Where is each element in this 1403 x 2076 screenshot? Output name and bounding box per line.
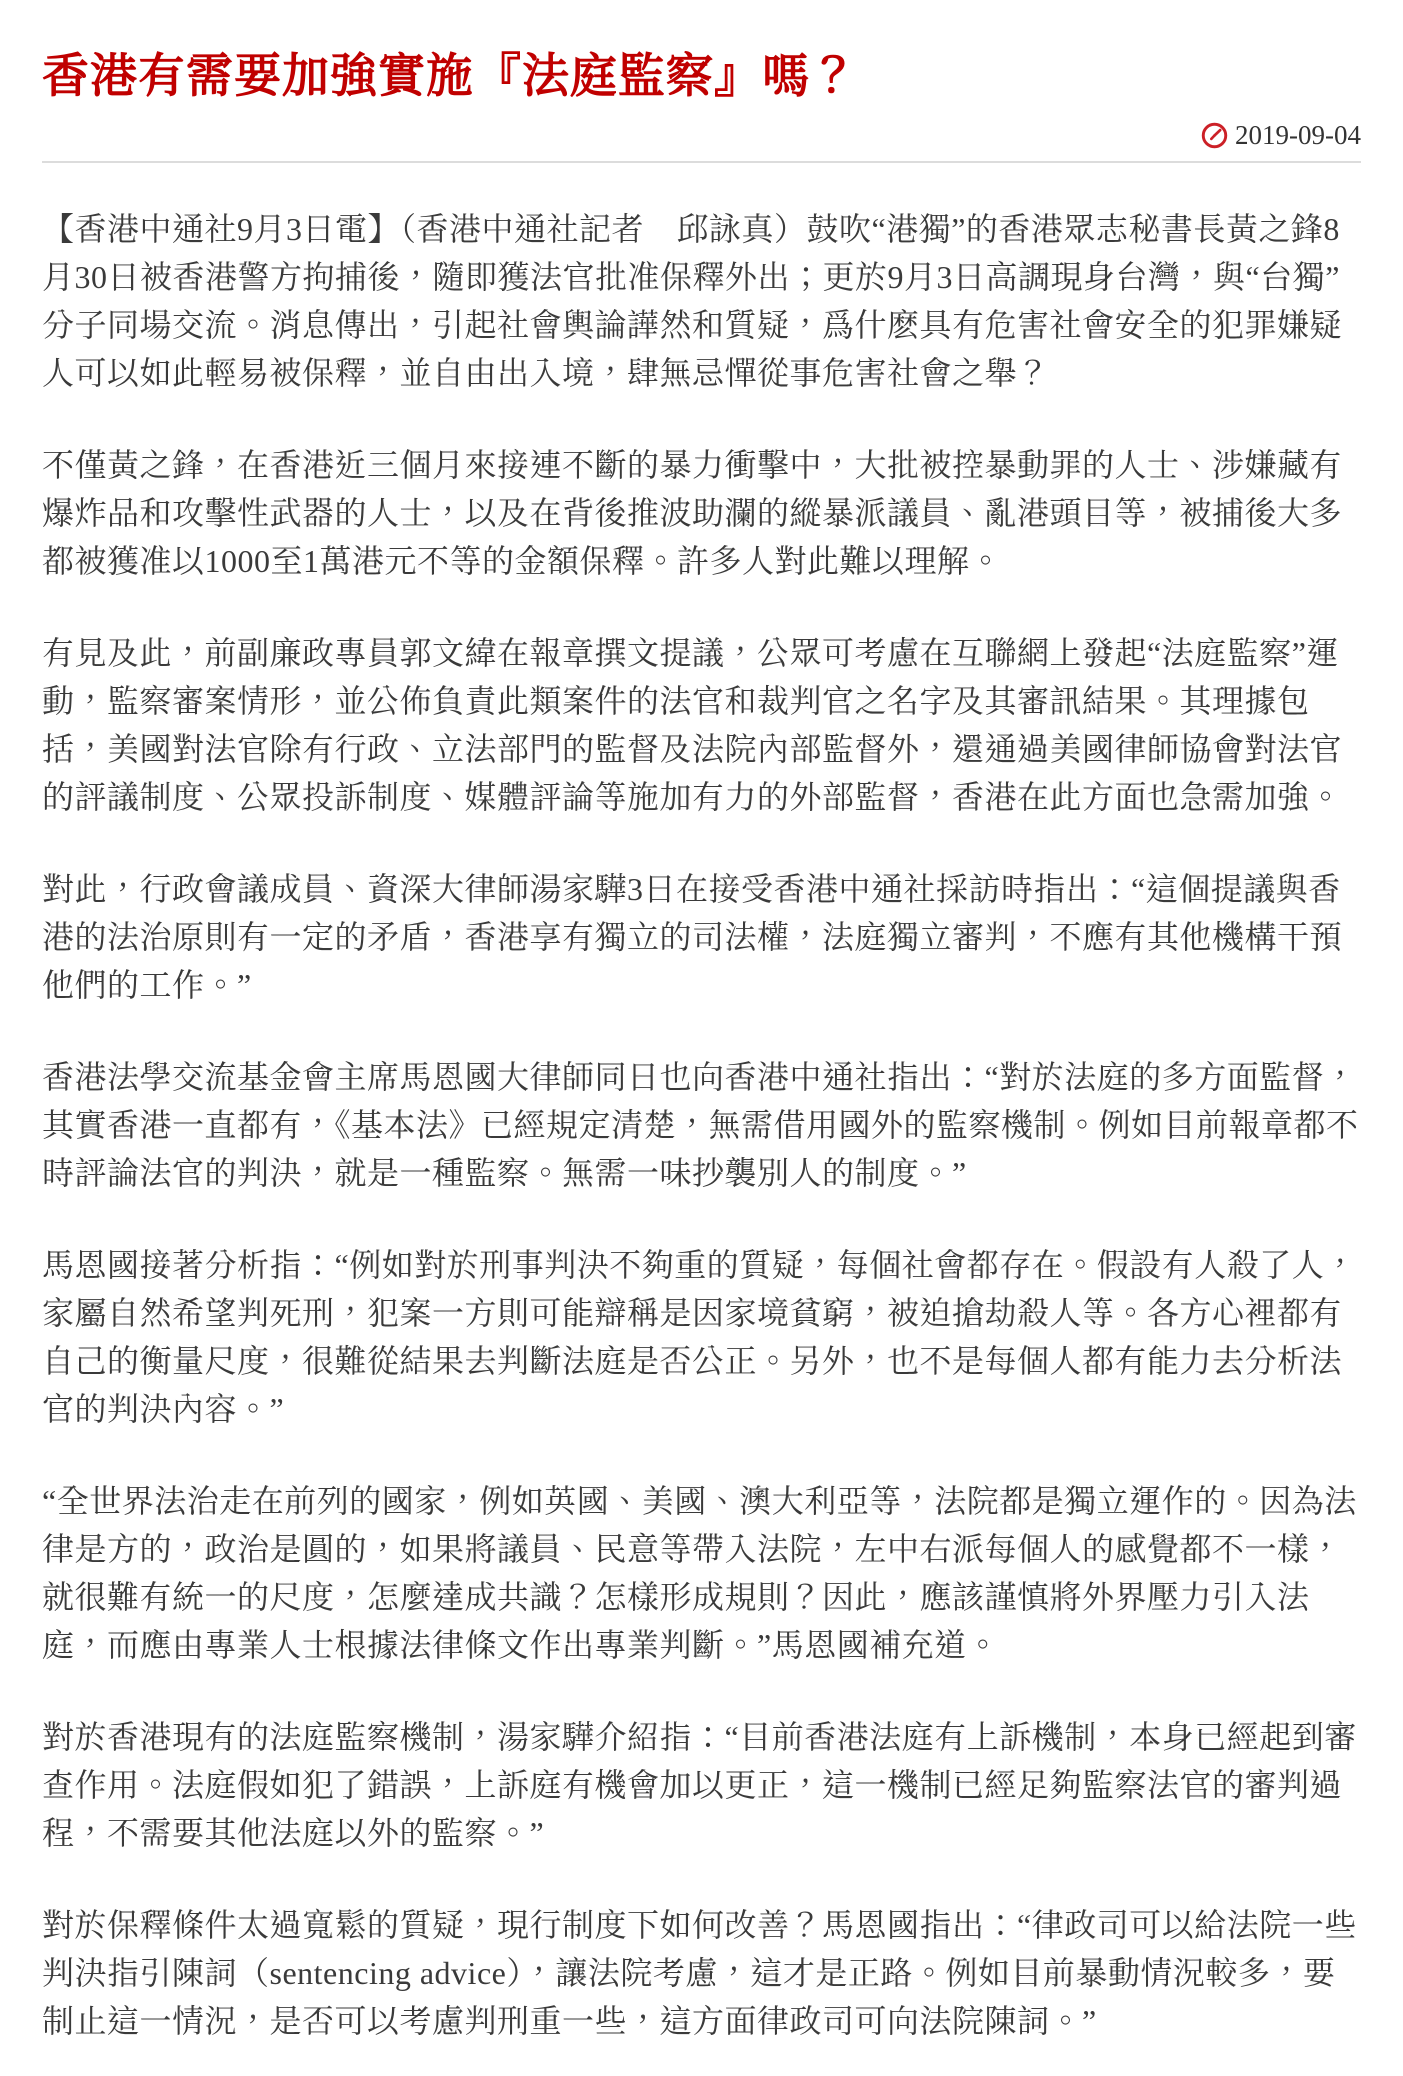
article-paragraph-8: 對於香港現有的法庭監察機制，湯家驊介紹指：“目前香港法庭有上訴機制，本身已經起到審查作用。法庭假如犯了錯誤，上訴庭有機會加以更正，這一機制已經足夠監察法官的審判過程，不需要其他法庭以外的監察。” [42,1718,1357,1851]
divider [42,161,1361,163]
article-paragraph-9: 對於保釋條件太過寬鬆的質疑，現行制度下如何改善？馬恩國指出：“律政司可以給法院一些判決指引陳詞（sentencing advice），讓法院考慮，這才是正路。例如目前暴動情況較多，要制止這一情況，是否可以考慮判刑重一些，這方面律政司可向法院陳詞。” [42,1906,1357,2039]
article-paragraph-1: 【香港中通社9月3日電】（香港中通社記者 邱詠真）鼓吹“港獨”的香港眾志秘書長黃之鋒8月30日被香港警方拘捕後，隨即獲法官批准保釋外出；更於9月3日高調現身台灣，與“台獨”分子同場交流。消息傳出，引起社會輿論譁然和質疑，爲什麽具有危害社會安全的犯罪嫌疑人可以如此輕易被保釋，並自由出入境，肆無忌憚從事危害社會之舉？ [42,210,1343,391]
article-paragraph-4: 對此，行政會議成員、資深大律師湯家驊3日在接受香港中通社採訪時指出：“這個提議與香港的法治原則有一定的矛盾，香港享有獨立的司法權，法庭獨立審判，不應有其他機構干預他們的工作。” [42,870,1343,1003]
article-paragraph-3: 有見及此，前副廉政專員郭文緯在報章撰文提議，公眾可考慮在互聯網上發起“法庭監察”運動，監察審案情形，並公佈負責此類案件的法官和裁判官之名字及其審訊結果。其理據包括，美國對法官除有行政、立法部門的監督及法院內部監督外，還通過美國律師協會對法官的評議制度、公眾投訴制度、媒體評論等施加有力的外部監督，香港在此方面也急需加強。 [42,634,1343,815]
article-paragraph-6: 馬恩國接著分析指：“例如對於刑事判決不夠重的質疑，每個社會都存在。假設有人殺了人，家屬自然希望判死刑，犯案一方則可能辯稱是因家境貧窮，被迫搶劫殺人等。各方心裡都有自己的衡量尺度，很難從結果去判斷法庭是否公正。另外，也不是每個人都有能力去分析法官的判決內容。” [42,1246,1357,1427]
article-paragraph-7: “全世界法治走在前列的國家，例如英國、美國、澳大利亞等，法院都是獨立運作的。因為法律是方的，政治是圓的，如果將議員、民意等帶入法院，左中右派每個人的感覺都不一樣，就很難有統一的尺度，怎麼達成共識？怎樣形成規則？因此，應該謹慎將外界壓力引入法庭，而應由專業人士根據法律條文作出專業判斷。”馬恩國補充道。 [42,1482,1357,1663]
article-date: 2019-09-04 [1235,119,1361,150]
article-body [42,205,1361,2045]
clock-icon [1201,122,1228,149]
date-row [42,120,1361,151]
article-title: 香港有需要加強實施『法庭監察』嗎？ [42,51,858,103]
article-paragraph-2: 不僅黃之鋒，在香港近三個月來接連不斷的暴力衝擊中，大批被控暴動罪的人士、涉嫌藏有爆炸品和攻擊性武器的人士，以及在背後推波助瀾的縱暴派議員、亂港頭目等，被捕後大多都被獲准以1000至1萬港元不等的金額保釋。許多人對此難以理解。 [42,446,1343,579]
article-paragraph-5: 香港法學交流基金會主席馬恩國大律師同日也向香港中通社指出：“對於法庭的多方面監督，其實香港一直都有，《基本法》已經規定清楚，無需借用國外的監察機制。例如目前報章都不時評論法官的判決，就是一種監察。無需一味抄襲別人的制度。” [42,1058,1359,1191]
